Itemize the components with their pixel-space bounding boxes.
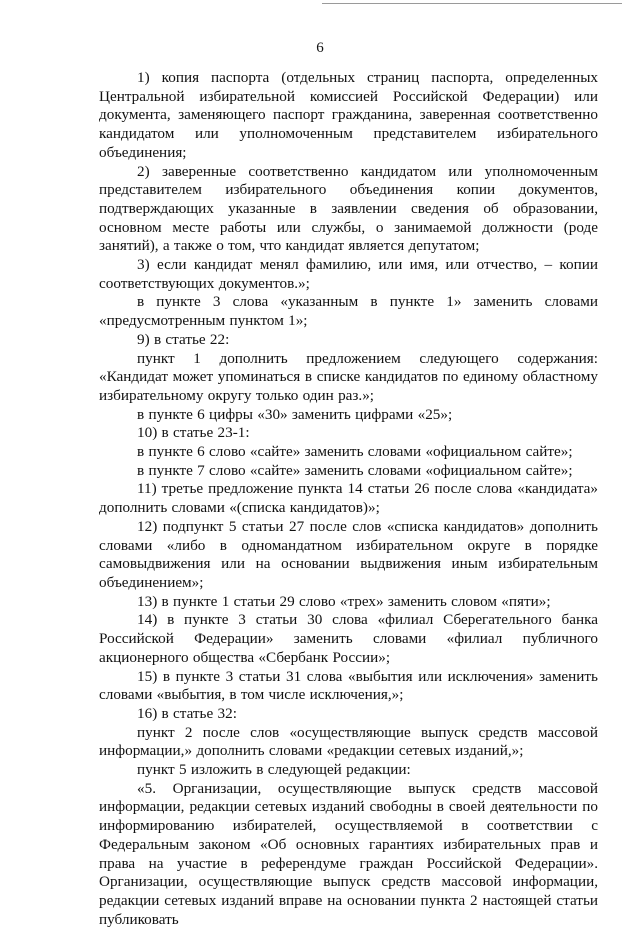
paragraph: 1) копия паспорта (отдельных страниц паспорта, определенных Центральной избирательной комиссией Российской Федерации) или документа, заменяющего паспорт гражданина, заверенная соответственно кандидатом или уполномоченным представителем избирательного объединения; <box>99 69 598 161</box>
paragraph: 11) третье предложение пункта 14 статьи 26 после слова «кандидата» дополнить словами «(списка кандидатов)»; <box>99 480 598 517</box>
paragraph: в пункте 6 цифры «30» заменить цифрами «25»; <box>137 405 453 423</box>
paragraph: 14) в пункте 3 статьи 30 слова «филиал Сберегательного банка Российской Федерации» заменить словами «филиал публичного акционерного общества «Сбербанк России»; <box>99 611 598 666</box>
paragraph: пункт 1 дополнить предложением следующего содержания: «Кандидат может упоминаться в списке кандидатов по единому областному избирательному округу только один раз.»; <box>99 349 598 404</box>
paragraph: «5. Организации, осуществляющие выпуск средств массовой информации, редакции сетевых изданий свободны в своей деятельности по информированию избирателей, осуществляемой в соответствии с Федеральным законом «Об основных гарантиях избирательных прав и права на участие в референдуме граждан Российской Федерации». Организации, осуществляющие выпуск средств массовой информации, редакции сетевых изданий вправе на основании пункта 2 настоящей статьи публиковать <box>99 779 598 928</box>
paragraph: в пункте 6 слово «сайте» заменить словами «официальном сайте»; <box>137 443 573 461</box>
paragraph: 9) в статье 22: <box>137 330 230 348</box>
document-body <box>99 69 598 929</box>
header-rule <box>322 3 622 4</box>
paragraph: 16) в статье 32: <box>137 704 237 722</box>
paragraph: 15) в пункте 3 статьи 31 слова «выбытия или исключения» заменить словами «выбытия, в том числе исключения,»; <box>99 667 598 704</box>
paragraph: 12) подпункт 5 статьи 27 после слов «списка кандидатов» дополнить словами «либо в одномандатном избирательном округе в порядке самовыдвижения или на основании выдвижения иным избирательным объединением»; <box>99 517 598 591</box>
paragraph: 13) в пункте 1 статьи 29 слово «трех» заменить словом «пяти»; <box>137 592 551 610</box>
paragraph: 3) если кандидат менял фамилию, или имя, или отчество, – копии соответствующих документов.»; <box>99 256 598 292</box>
paragraph: 2) заверенные соответственно кандидатом или уполномоченным представителем избирательного объединения копии документов, подтверждающих указанные в заявлении сведения об образовании, основном месте работы или службы, о занимаемой должности (роде занятий), а также о том, что кандидат является депутатом; <box>99 162 598 255</box>
paragraph: в пункте 7 слово «сайте» заменить словами «официальном сайте»; <box>137 461 573 479</box>
paragraph: 10) в статье 23-1: <box>137 424 250 442</box>
page-number: 6 <box>316 40 324 56</box>
paragraph: в пункте 3 слова «указанным в пункте 1» заменить словами «предусмотренным пунктом 1»; <box>99 293 598 330</box>
paragraph: пункт 2 после слов «осуществляющие выпуск средств массовой информации,» дополнить словами «редакции сетевых изданий,»; <box>99 723 598 760</box>
paragraph: пункт 5 изложить в следующей редакции: <box>137 761 411 779</box>
